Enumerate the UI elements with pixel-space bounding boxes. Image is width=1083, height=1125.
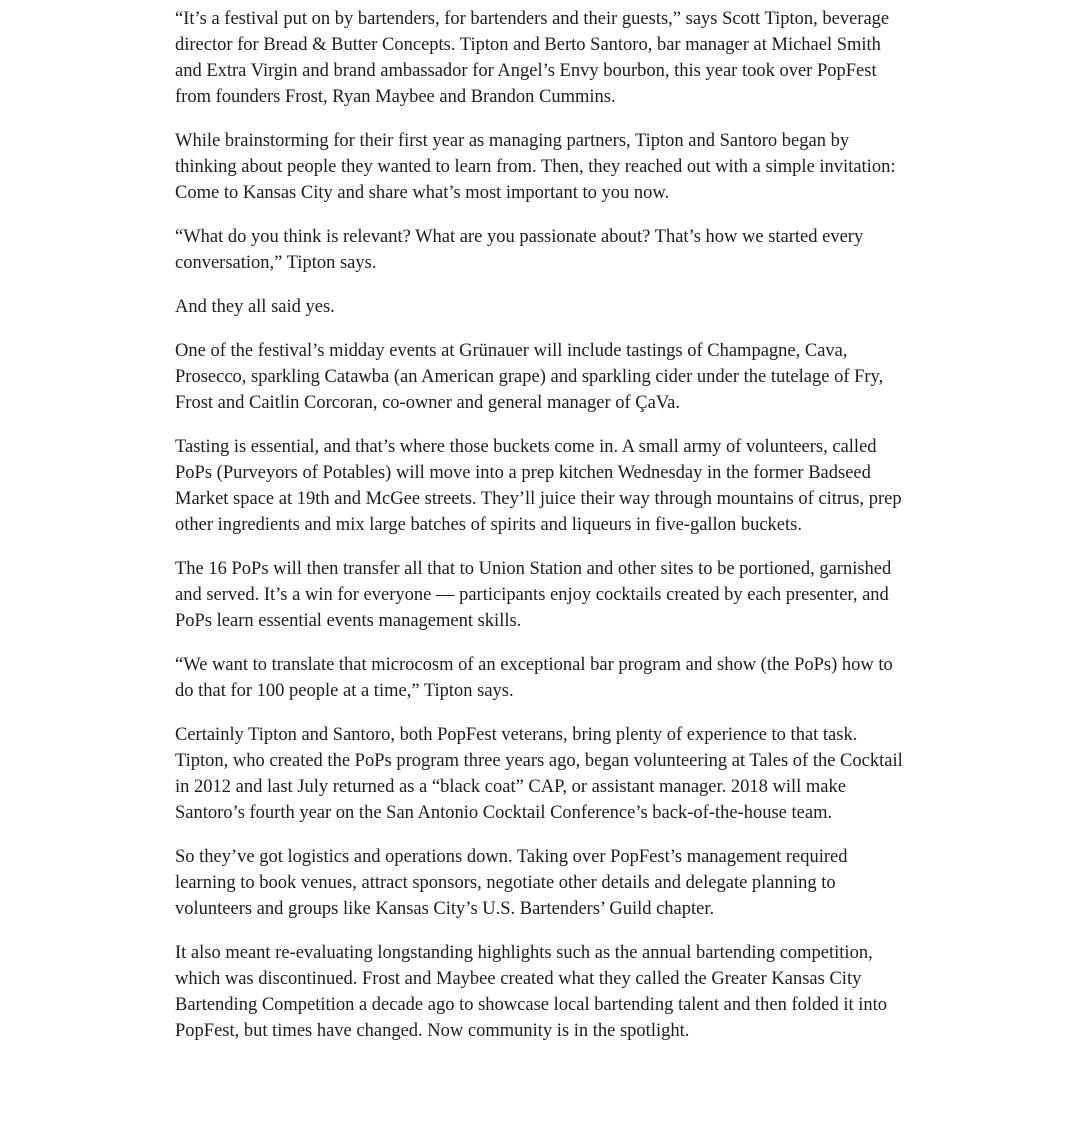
article-paragraph: It also meant re-evaluating longstanding highlights such as the annual bartending competition, which was discontinued. Frost and Maybee created what they called the Greater Kansas City Bartending Competition a decade ago to showcase local bartending talent and then folded it into PopFest, but times have changed. Now community is in the spotlight. [175,943,888,1041]
article-paragraph: “We want to translate that microcosm of an exceptional bar program and show (the PoPs) how to do that for 100 people at a time,” Tipton says. [175,655,893,701]
article-paragraph: While brainstorming for their first year as managing partners, Tipton and Santoro began by thinking about people they wanted to learn from. Then, they reached out with a simple invitation: Come to Kansas City and share what’s most important to you now. [175,131,896,203]
article-paragraph: So they’ve got logistics and operations down. Taking over PopFest’s management required learning to book venues, attract sponsors, negotiate other details and delegate planning to volunteers and groups like Kansas City’s U.S. Bartenders’ Guild chapter. [175,847,848,919]
article-body [175,6,910,1062]
article-paragraph: The 16 PoPs will then transfer all that to Union Station and other sites to be portioned, garnished and served. It’s a win for everyone — participants enjoy cocktails created by each presenter, and PoPs learn essential events management skills. [175,559,892,631]
article-paragraph: Tasting is essential, and that’s where those buckets come in. A small army of volunteers, called PoPs (Purveyors of Potables) will move into a prep kitchen Wednesday in the former Badseed Market space at 19th and McGee streets. They’ll juice their way through mountains of citrus, prep other ingredients and mix large batches of spirits and liqueurs in five-gallon buckets. [175,437,902,535]
article-paragraph: Certainly Tipton and Santoro, both PopFest veterans, bring plenty of experience to that task. Tipton, who created the PoPs program three years ago, began volunteering at Tales of the Cocktail in 2012 and last July returned as a “black coat” CAP, or assistant manager. 2018 will make Santoro’s fourth year on the San Antonio Cocktail Conference’s back-of-the-house team. [175,725,903,823]
article-paragraph: One of the festival’s midday events at Grünauer will include tastings of Champagne, Cava, Prosecco, sparkling Catawba (an American grape) and sparkling cider under the tutelage of Fry, Frost and Caitlin Corcoran, co-owner and general manager of ÇaVa. [175,341,884,413]
article-paragraph: And they all said yes. [175,297,335,317]
article-paragraph: “What do you think is relevant? What are you passionate about? That’s how we started every conversation,” Tipton says. [175,227,864,273]
article-paragraph: “It’s a festival put on by bartenders, for bartenders and their guests,” says Scott Tipton, beverage director for Bread & Butter Concepts. Tipton and Berto Santoro, bar manager at Michael Smith and Extra Virgin and brand ambassador for Angel’s Envy bourbon, this year took over PopFest from founders Frost, Ryan Maybee and Brandon Cummins. [175,9,890,107]
